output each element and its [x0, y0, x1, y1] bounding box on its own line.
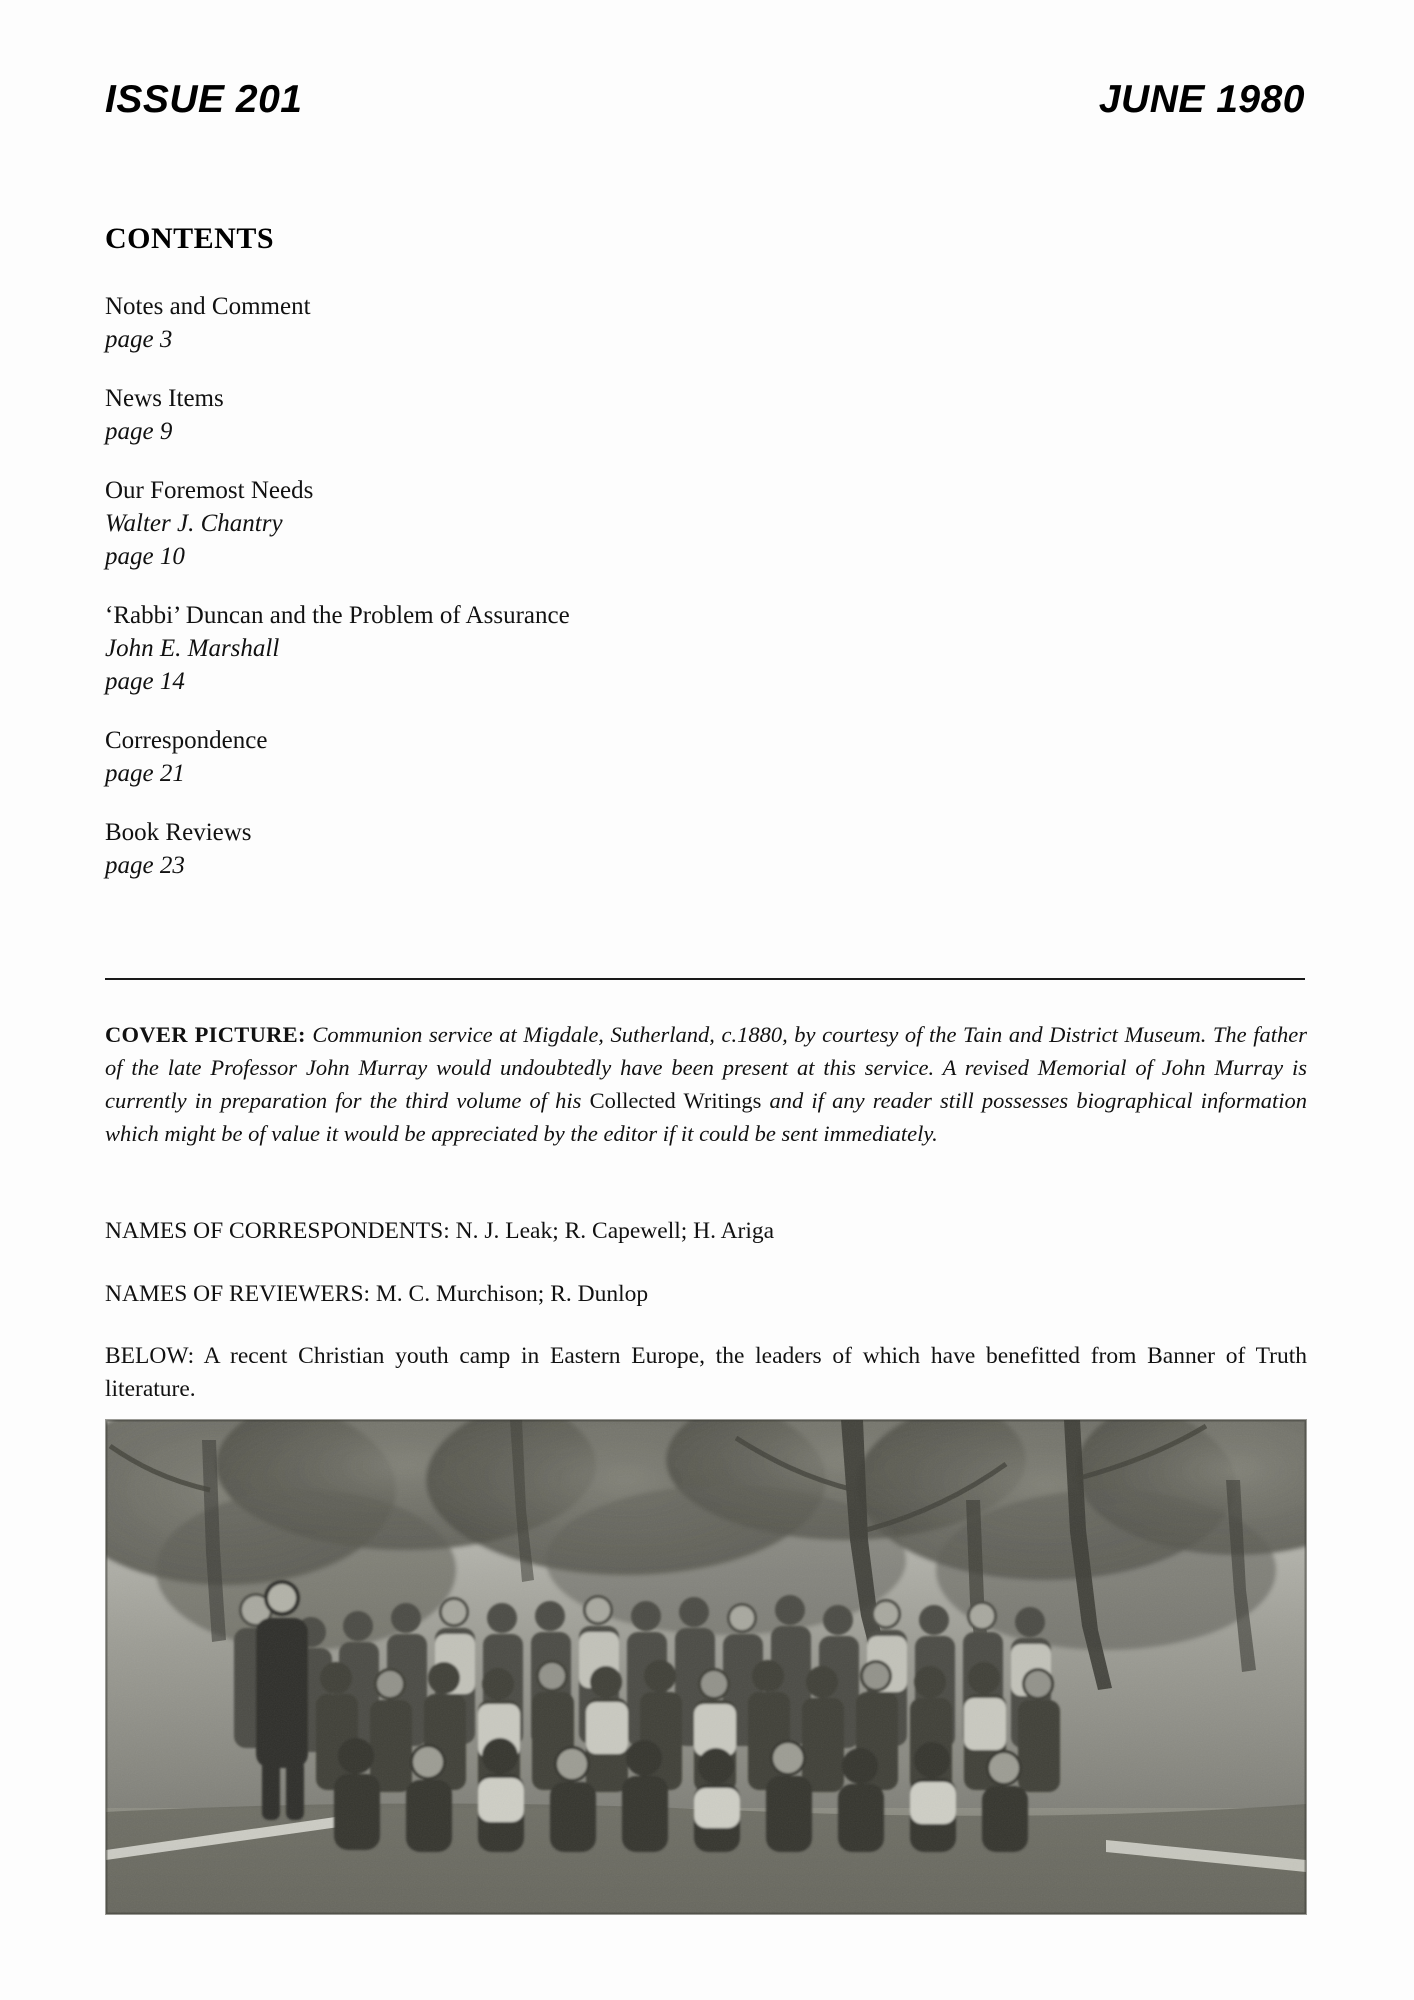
toc-entry[interactable]	[105, 816, 1005, 882]
toc-entry[interactable]	[105, 599, 1005, 698]
toc-page: page 9	[105, 418, 173, 445]
toc-title: Book Reviews	[105, 819, 252, 846]
toc-author: John E. Marshall	[105, 635, 280, 662]
group-photo-youth-camp	[105, 1419, 1307, 1915]
cover-picture-text-part2: and if any reader still possesses biographical information which might be of value it would be appreciated by the editor if it could be sent immediately.	[105, 1088, 1307, 1146]
names-of-correspondents: NAMES OF CORRESPONDENTS: N. J. Leak; R. Capewell; H. Ariga	[105, 1218, 775, 1244]
toc-author: Walter J. Chantry	[105, 510, 283, 537]
toc-entry[interactable]	[105, 290, 1005, 356]
toc-title: ‘Rabbi’ Duncan and the Problem of Assurance	[105, 602, 570, 629]
contents-heading: CONTENTS	[105, 222, 275, 255]
toc-entry[interactable]	[105, 724, 1005, 790]
cover-picture-text-part1: Communion service at Migdale, Sutherland, c.1880, by courtesy of the Tain and District Museum. The father of the late Professor John Murray would undoubtedly have been present at this service. A revised Memorial of John Murray is currently in preparation for the third volume of his	[105, 1022, 1307, 1113]
toc-page: page 3	[105, 326, 173, 353]
table-of-contents	[105, 290, 1005, 908]
below-photo-caption: BELOW: A recent Christian youth camp in Eastern Europe, the leaders of which have benefitted from Banner of Truth literature.	[105, 1343, 1307, 1402]
toc-title: Notes and Comment	[105, 293, 311, 320]
cover-picture-book-title: Collected Writings	[589, 1088, 762, 1113]
toc-title: Our Foremost Needs	[105, 477, 314, 504]
toc-title: News Items	[105, 385, 224, 412]
toc-page: page 21	[105, 760, 185, 787]
toc-page: page 23	[105, 852, 185, 879]
toc-entry[interactable]	[105, 474, 1005, 573]
toc-entry[interactable]	[105, 382, 1005, 448]
group-photo-image	[106, 1420, 1306, 1914]
horizontal-divider	[105, 978, 1305, 980]
names-of-reviewers: NAMES OF REVIEWERS: M. C. Murchison; R. Dunlop	[105, 1281, 649, 1307]
cover-picture-label: COVER PICTURE:	[105, 1022, 306, 1047]
issue-number: ISSUE 201	[105, 78, 303, 121]
toc-page: page 14	[105, 668, 185, 695]
masthead	[105, 78, 1305, 122]
toc-page: page 10	[105, 543, 185, 570]
cover-picture-note	[105, 1018, 1307, 1150]
issue-date: JUNE 1980	[1098, 78, 1305, 121]
toc-title: Correspondence	[105, 727, 268, 754]
